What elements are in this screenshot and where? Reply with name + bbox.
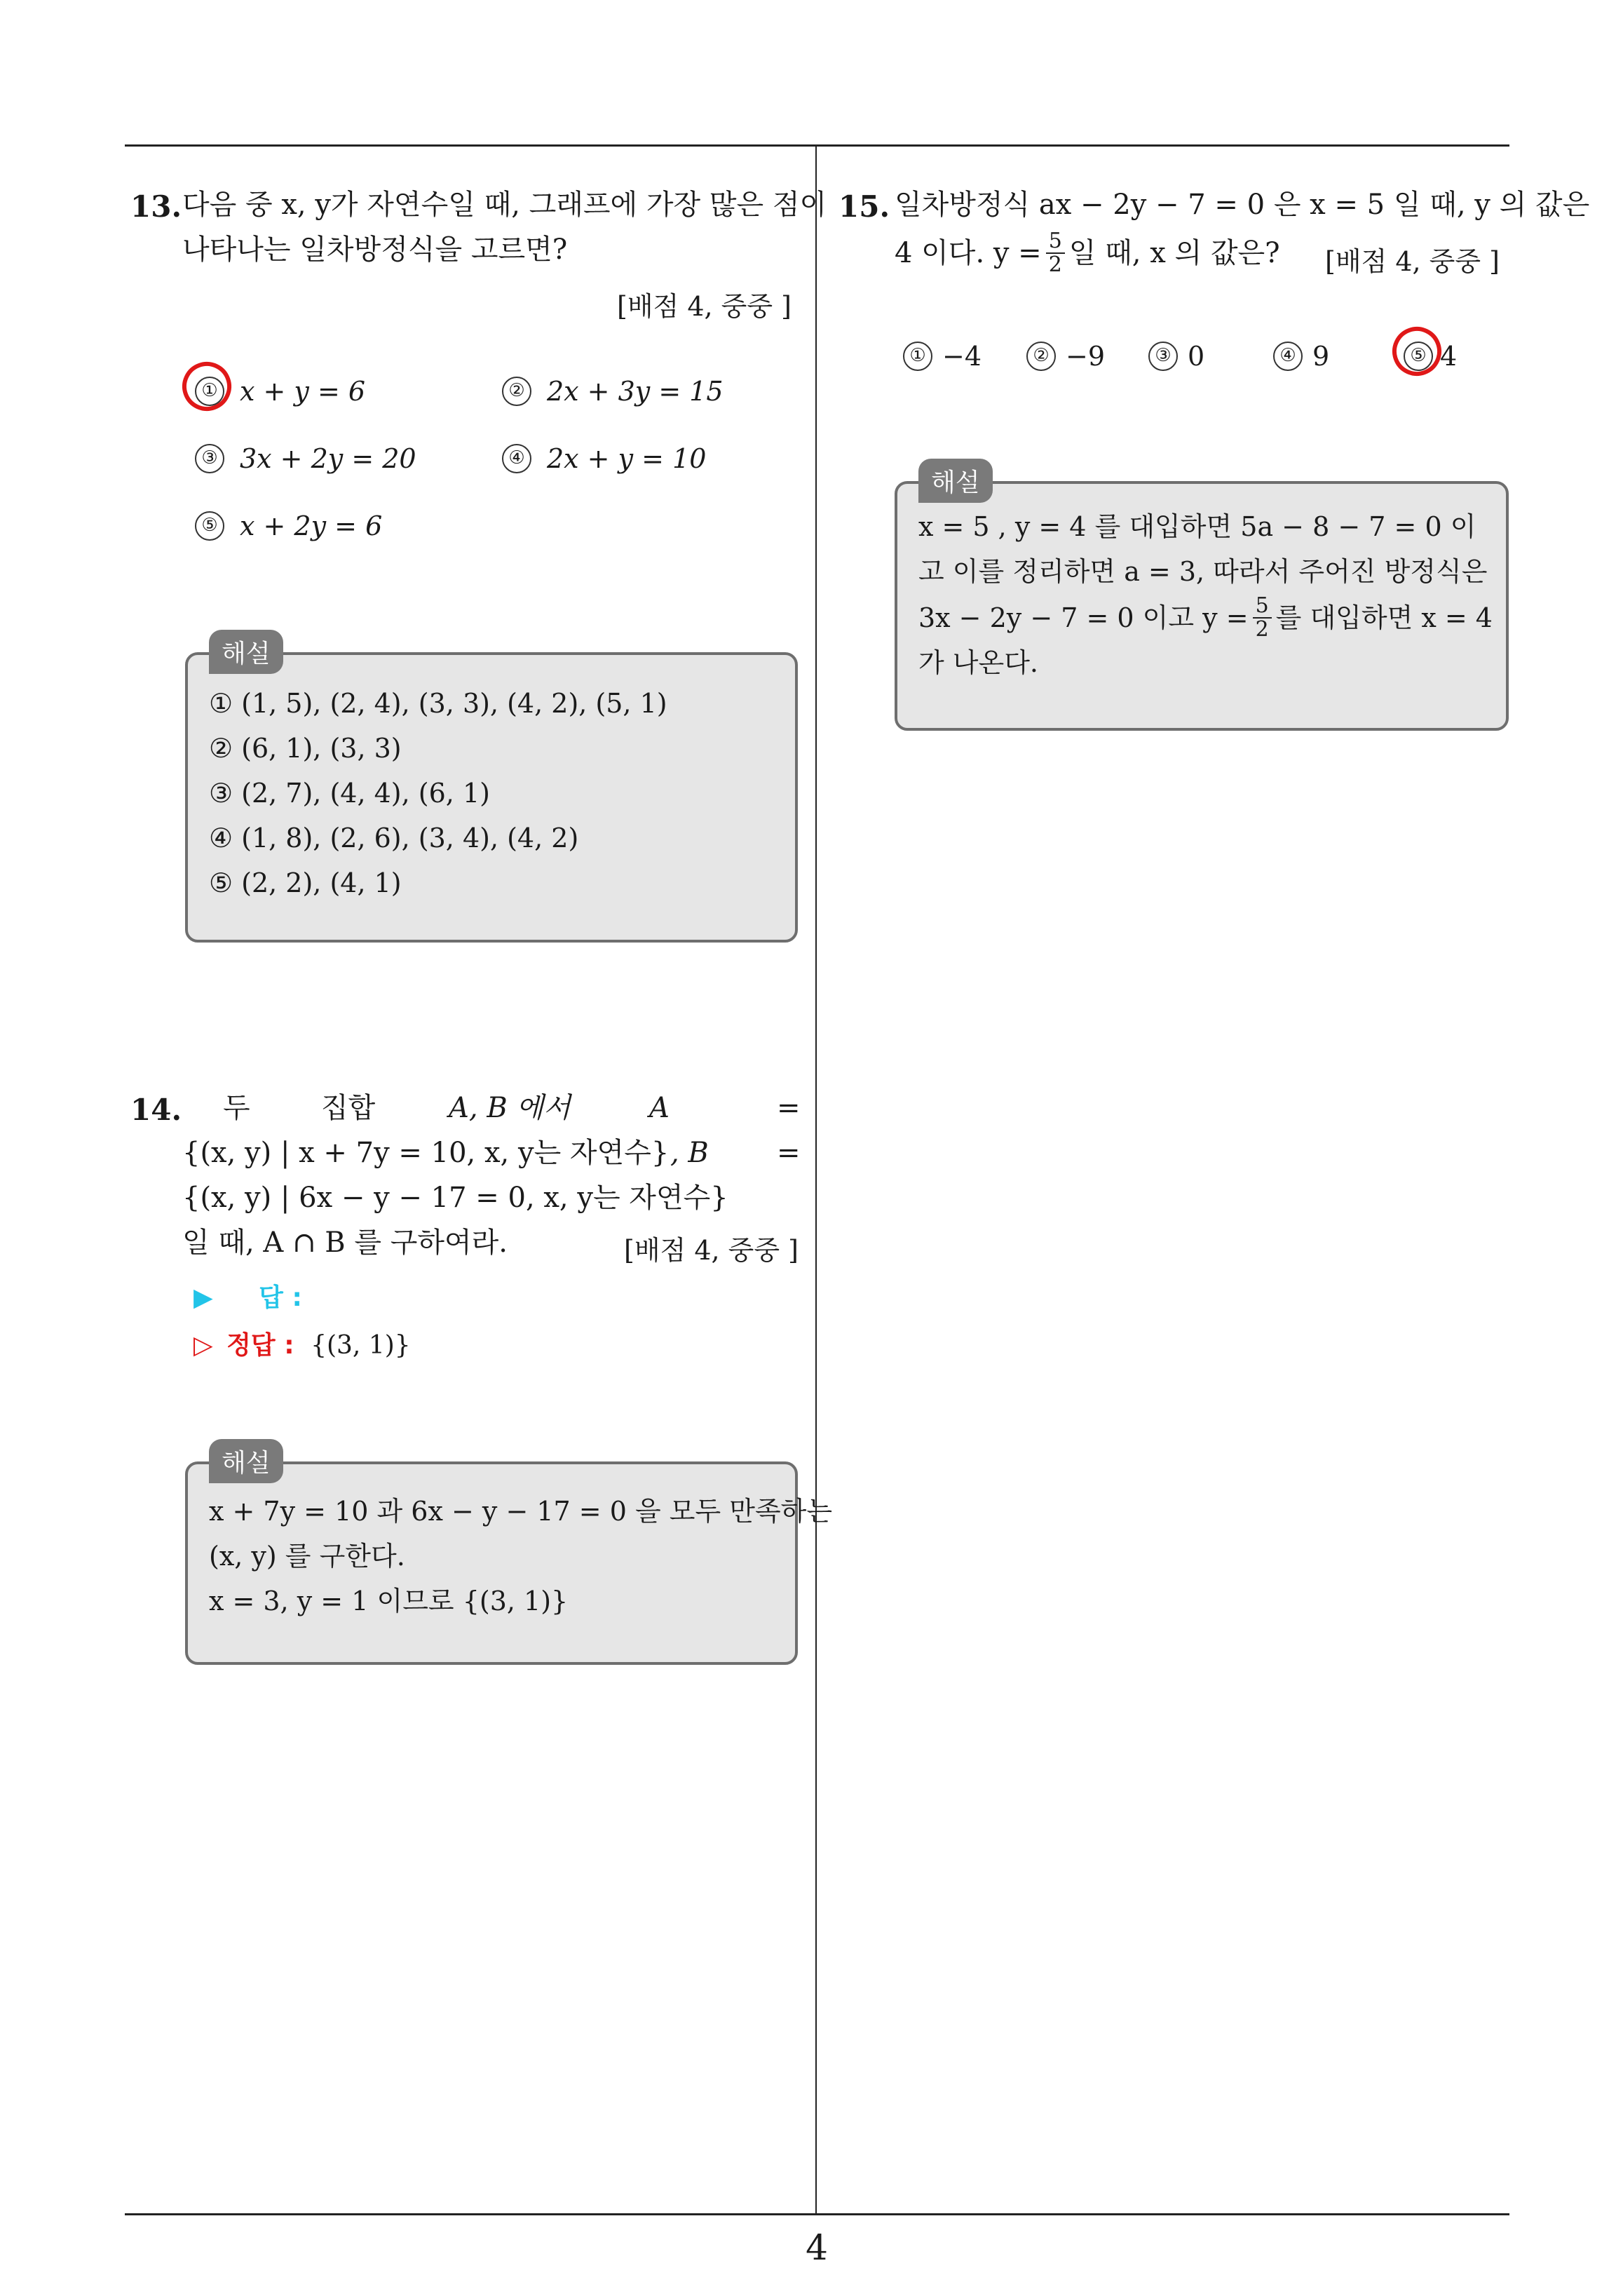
choice-1[interactable] [903,341,982,372]
choice-mark: ① [903,342,932,371]
choice-5[interactable] [1404,341,1457,372]
fraction [1046,230,1065,276]
solution-box [185,1449,833,1665]
problem-number: 14. [130,1093,182,1127]
question-word: A [649,1092,670,1124]
solution-line: ② (6, 1), (3, 3) [209,733,402,764]
choice-text: −4 [942,341,982,372]
question-word: = [777,1092,801,1124]
solution-line: ④ (1, 8), (2, 6), (3, 4), (4, 2) [209,823,579,853]
choice-mark: ② [502,377,531,406]
fraction [1253,595,1272,641]
top-rule [125,144,1509,147]
answer-input-row[interactable] [193,1278,302,1314]
problem-number: 15. [838,189,890,224]
question-word: = [777,1137,801,1169]
question-line: 일 때, A ∩ B 를 구하여라. [182,1227,508,1259]
choice-mark: ① [195,377,224,406]
solution-line: ① (1, 5), (2, 4), (3, 3), (4, 2), (5, 1) [209,688,667,719]
choice-mark: ⑤ [195,511,224,541]
question-word: A, B 에서 [449,1092,571,1124]
choice-mark: ④ [1273,342,1303,371]
choice-text: 9 [1312,341,1330,372]
solution-text: 3x − 2y − 7 = 0 이고 y = [918,602,1249,633]
choice-2[interactable] [502,376,724,407]
choice-text: 0 [1188,341,1205,372]
solution-tag: 해설 [918,459,993,503]
question-line: 다음 중 x, y가 자연수일 때, 그래프에 가장 많은 점이 [182,189,827,221]
choice-text: 3x + 2y = 20 [240,443,416,474]
correct-value: {(3, 1)} [311,1331,411,1360]
question-word: 두 [223,1092,250,1124]
choice-text: 2x + 3y = 15 [547,376,724,407]
choice-2[interactable] [1026,341,1105,372]
fraction-numerator: 5 [1046,230,1065,254]
solution-line: 가 나온다. [918,647,1038,678]
problem-14 [130,1090,833,1679]
choice-3[interactable] [195,443,416,474]
fraction-denominator: 2 [1048,252,1062,277]
column-divider [815,144,817,2215]
choice-mark: ④ [502,444,531,473]
solution-line: ③ (2, 7), (4, 4), (6, 1) [209,778,490,809]
choice-5[interactable] [195,511,382,541]
question-line: 일차방정식 ax − 2y − 7 = 0 은 x = 5 일 때, y 의 값은 [895,189,1590,221]
choice-text: 2x + y = 10 [547,443,707,474]
solution-line: x = 5 , y = 4 를 대입하면 5a − 8 − 7 = 0 이 [918,511,1476,542]
choice-4[interactable] [502,443,706,474]
question-text: 일 때, x 의 값은? [1068,237,1280,269]
choice-mark: ③ [195,444,224,473]
question-text: 4 이다. y = [895,237,1042,269]
solution-line [918,595,1493,641]
correct-answer-row [193,1325,411,1361]
solution-text: 를 대입하면 x = 4 [1275,602,1493,633]
page-number: 4 [806,2227,828,2268]
answer-label: 답 : [259,1283,302,1312]
solution-line: x = 3, y = 1 이므로 {(3, 1)} [209,1586,569,1616]
score-label: [배점 4, 중중 ] [617,291,792,322]
question-line: {(x, y) | x + 7y = 10, x, y는 자연수} [182,1137,670,1169]
solution-tag: 해설 [209,1439,283,1483]
solution-line: (x, y) 를 구한다. [209,1541,405,1572]
answer-arrow-icon: ▶ [193,1283,213,1312]
score-label: [배점 4, 중중 ] [1325,246,1500,277]
problem-number: 13. [130,189,182,224]
choice-mark: ⑤ [1404,342,1433,371]
solution-line: 고 이를 정리하면 a = 3, 따라서 주어진 방정식은 [918,556,1488,587]
choice-mark: ③ [1148,342,1178,371]
choice-1[interactable] [195,376,365,407]
correct-arrow-icon: ▷ [193,1331,213,1360]
fraction-numerator: 5 [1253,595,1272,619]
fraction-denominator: 2 [1255,617,1269,642]
solution-box [185,640,798,943]
bottom-rule [125,2213,1509,2215]
choice-text: x + y = 6 [240,376,366,407]
choice-mark: ② [1026,342,1056,371]
choice-4[interactable] [1273,341,1329,372]
choice-text: 4 [1440,341,1458,372]
solution-line: ⑤ (2, 2), (4, 1) [209,867,402,898]
choice-text: x + 2y = 6 [240,511,383,541]
problem-15 [838,187,1590,748]
correct-label: 정답 : [226,1331,294,1360]
question-line [895,230,1280,276]
choice-3[interactable] [1148,341,1204,372]
solution-box [895,468,1509,731]
solution-line: x + 7y = 10 과 6x − y − 17 = 0 을 모두 만족하는 [209,1496,833,1527]
question-line: {(x, y) | 6x − y − 17 = 0, x, y는 자연수} [182,1182,728,1214]
choice-text: −9 [1066,341,1106,372]
question-line: 나타나는 일차방정식을 고르면? [182,234,568,266]
problem-13 [130,187,827,958]
question-word: 집합 [321,1092,376,1124]
score-label: [배점 4, 중중 ] [624,1235,799,1266]
question-word: , B [670,1137,709,1169]
solution-tag: 해설 [209,630,283,674]
